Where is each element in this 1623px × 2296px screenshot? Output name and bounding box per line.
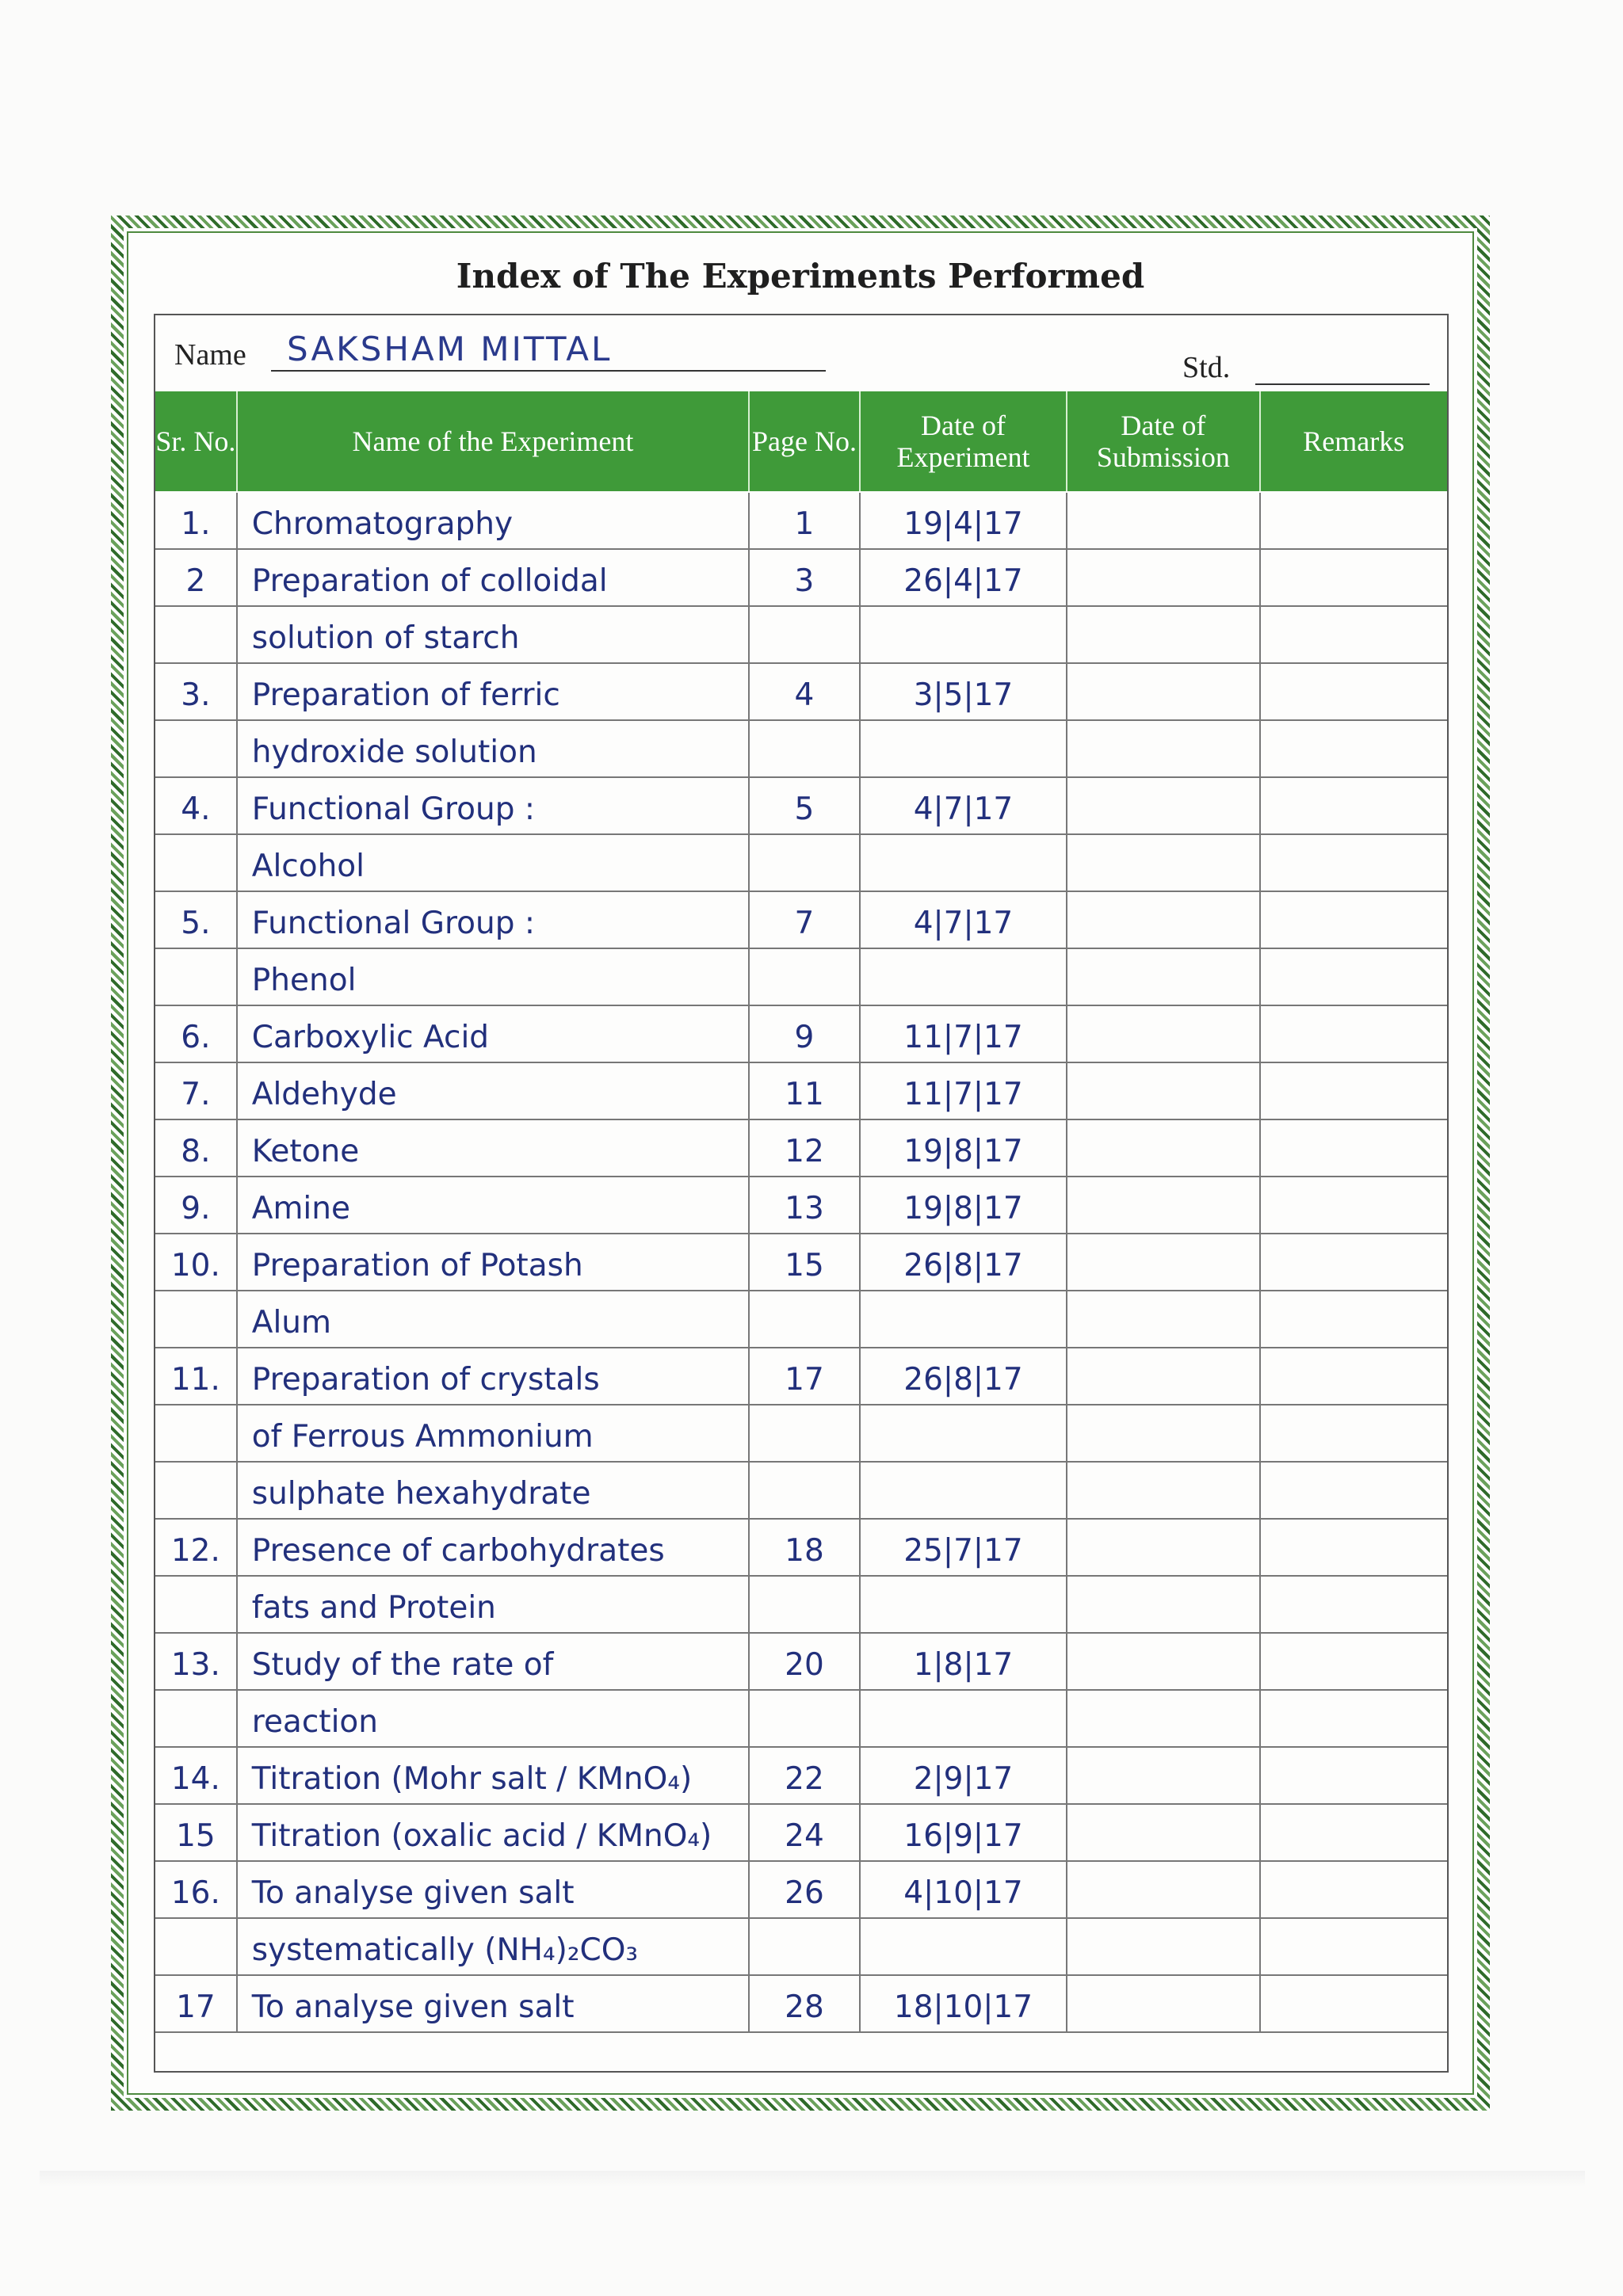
remarks (1261, 1006, 1447, 1062)
date-of-submission (1067, 949, 1260, 1005)
experiment-name: Functional Group : (238, 892, 750, 948)
remarks (1261, 949, 1447, 1005)
sr-number (155, 1463, 238, 1518)
date-of-experiment: 26|4|17 (861, 550, 1067, 605)
sr-number: 13. (155, 1634, 238, 1689)
experiment-name: Titration (Mohr salt / KMnO₄) (238, 1748, 750, 1803)
date-of-submission (1067, 1120, 1260, 1176)
sr-number: 11. (155, 1348, 238, 1404)
date-of-submission (1067, 1234, 1260, 1290)
date-of-submission (1067, 664, 1260, 719)
date-of-submission (1067, 1634, 1260, 1689)
header-page-no: Page No. (750, 391, 861, 491)
date-of-experiment (861, 1919, 1067, 1974)
remarks (1261, 1805, 1447, 1860)
remarks (1261, 1634, 1447, 1689)
page-number (750, 1463, 861, 1518)
table-row (155, 1862, 1447, 1919)
table-row (155, 1006, 1447, 1063)
sr-number (155, 949, 238, 1005)
experiment-name: Amine (238, 1177, 750, 1233)
page-number: 4 (750, 664, 861, 719)
experiment-name: Alcohol (238, 835, 750, 891)
remarks (1261, 892, 1447, 948)
table-row (155, 664, 1447, 721)
remarks (1261, 1691, 1447, 1746)
experiment-name: Alum (238, 1291, 750, 1347)
remarks (1261, 1120, 1447, 1176)
sr-number: 6. (155, 1006, 238, 1062)
date-of-experiment: 4|7|17 (861, 892, 1067, 948)
page-number: 20 (750, 1634, 861, 1689)
experiment-name: Preparation of Potash (238, 1234, 750, 1290)
page-number: 24 (750, 1805, 861, 1860)
page-number: 18 (750, 1520, 861, 1575)
remarks (1261, 1577, 1447, 1632)
table-row (155, 778, 1447, 835)
experiment-name: reaction (238, 1691, 750, 1746)
page-number: 22 (750, 1748, 861, 1803)
sr-number: 10. (155, 1234, 238, 1290)
experiment-name: Titration (oxalic acid / KMnO₄) (238, 1805, 750, 1860)
date-of-experiment: 18|10|17 (861, 1976, 1067, 2031)
table-row (155, 1348, 1447, 1405)
page-number (750, 1291, 861, 1347)
remarks (1261, 1348, 1447, 1404)
page-number: 12 (750, 1120, 861, 1176)
date-of-submission (1067, 1919, 1260, 1974)
experiment-name: Preparation of colloidal (238, 550, 750, 605)
sr-number (155, 1405, 238, 1461)
header-experiment-name: Name of the Experiment (238, 391, 750, 491)
date-of-experiment: 11|7|17 (861, 1063, 1067, 1119)
page-number (750, 1405, 861, 1461)
remarks (1261, 550, 1447, 605)
remarks (1261, 1520, 1447, 1575)
date-of-submission (1067, 1520, 1260, 1575)
date-of-experiment: 2|9|17 (861, 1748, 1067, 1803)
page-number: 1 (750, 493, 861, 548)
date-of-submission (1067, 550, 1260, 605)
experiment-name: sulphate hexahydrate (238, 1463, 750, 1518)
sr-number: 7. (155, 1063, 238, 1119)
decorative-border-frame (111, 215, 1490, 2111)
experiment-name: Preparation of ferric (238, 664, 750, 719)
sr-number: 16. (155, 1862, 238, 1917)
table-row (155, 1691, 1447, 1748)
table-row (155, 1520, 1447, 1577)
experiment-name: Phenol (238, 949, 750, 1005)
date-of-submission (1067, 721, 1260, 776)
experiment-name: systematically (NH₄)₂CO₃ (238, 1919, 750, 1974)
sr-number (155, 1691, 238, 1746)
table-row (155, 1634, 1447, 1691)
remarks (1261, 1177, 1447, 1233)
experiment-name: Carboxylic Acid (238, 1006, 750, 1062)
table-row (155, 1177, 1447, 1234)
table-row (155, 1577, 1447, 1634)
table-row (155, 1120, 1447, 1177)
date-of-submission (1067, 1463, 1260, 1518)
table-row (155, 1805, 1447, 1862)
page-number (750, 949, 861, 1005)
remarks (1261, 1919, 1447, 1974)
date-of-experiment: 19|8|17 (861, 1120, 1067, 1176)
experiment-name: To analyse given salt (238, 1862, 750, 1917)
table-row (155, 493, 1447, 550)
std-blank-line (1255, 383, 1430, 385)
page-number: 17 (750, 1348, 861, 1404)
experiment-name: Aldehyde (238, 1063, 750, 1119)
remarks (1261, 1234, 1447, 1290)
remarks (1261, 1291, 1447, 1347)
header-date-experiment: Date of Experiment (861, 391, 1067, 491)
date-of-experiment (861, 1405, 1067, 1461)
table-header (155, 391, 1447, 491)
page-number (750, 835, 861, 891)
date-of-submission (1067, 892, 1260, 948)
sr-number (155, 1919, 238, 1974)
date-of-submission (1067, 1748, 1260, 1803)
page-number (750, 1919, 861, 1974)
remarks (1261, 493, 1447, 548)
name-row (155, 315, 1447, 398)
remarks (1261, 778, 1447, 833)
sr-number: 4. (155, 778, 238, 833)
sr-number (155, 1577, 238, 1632)
date-of-experiment: 1|8|17 (861, 1634, 1067, 1689)
date-of-experiment (861, 1691, 1067, 1746)
date-of-experiment: 25|7|17 (861, 1520, 1067, 1575)
table-row (155, 1291, 1447, 1348)
date-of-experiment: 11|7|17 (861, 1006, 1067, 1062)
date-of-submission (1067, 1862, 1260, 1917)
date-of-experiment: 19|8|17 (861, 1177, 1067, 1233)
sr-number (155, 721, 238, 776)
date-of-experiment (861, 721, 1067, 776)
experiment-name: fats and Protein (238, 1577, 750, 1632)
date-of-submission (1067, 1805, 1260, 1860)
experiment-name: hydroxide solution (238, 721, 750, 776)
date-of-submission (1067, 1006, 1260, 1062)
date-of-submission (1067, 1691, 1260, 1746)
page-number: 15 (750, 1234, 861, 1290)
remarks (1261, 1063, 1447, 1119)
table-row (155, 1976, 1447, 2033)
page-number (750, 1691, 861, 1746)
date-of-submission (1067, 607, 1260, 662)
sr-number: 17 (155, 1976, 238, 2031)
date-of-experiment: 4|10|17 (861, 1862, 1067, 1917)
experiment-name: Preparation of crystals (238, 1348, 750, 1404)
name-label: Name (174, 338, 246, 372)
index-table (154, 314, 1449, 2073)
date-of-submission (1067, 1405, 1260, 1461)
experiment-name: Presence of carbohydrates (238, 1520, 750, 1575)
table-row (155, 1919, 1447, 1976)
date-of-submission (1067, 835, 1260, 891)
sr-number: 12. (155, 1520, 238, 1575)
table-row (155, 1405, 1447, 1463)
page-shadow (40, 2171, 1585, 2187)
sr-number (155, 607, 238, 662)
date-of-experiment: 4|7|17 (861, 778, 1067, 833)
remarks (1261, 607, 1447, 662)
remarks (1261, 835, 1447, 891)
sr-number: 5. (155, 892, 238, 948)
page-number: 28 (750, 1976, 861, 2031)
sr-number: 3. (155, 664, 238, 719)
sr-number (155, 1291, 238, 1347)
sr-number: 2 (155, 550, 238, 605)
experiment-name: Chromatography (238, 493, 750, 548)
table-body (155, 493, 1447, 2033)
remarks (1261, 1463, 1447, 1518)
date-of-experiment: 3|5|17 (861, 664, 1067, 719)
date-of-submission (1067, 1348, 1260, 1404)
date-of-experiment (861, 835, 1067, 891)
page-number: 5 (750, 778, 861, 833)
experiment-name: of Ferrous Ammonium (238, 1405, 750, 1461)
header-remarks: Remarks (1303, 425, 1405, 457)
experiment-name: Ketone (238, 1120, 750, 1176)
date-of-experiment (861, 1291, 1067, 1347)
sr-number: 9. (155, 1177, 238, 1233)
sr-number: 8. (155, 1120, 238, 1176)
std-label: Std. (1182, 351, 1231, 384)
table-row (155, 1063, 1447, 1120)
date-of-submission (1067, 1577, 1260, 1632)
date-of-submission (1067, 1976, 1260, 2031)
page-number: 13 (750, 1177, 861, 1233)
remarks (1261, 664, 1447, 719)
remarks (1261, 1862, 1447, 1917)
date-of-submission (1067, 493, 1260, 548)
date-of-experiment: 26|8|17 (861, 1348, 1067, 1404)
student-name: SAKSHAM MITTAL (271, 330, 826, 372)
page-number: 26 (750, 1862, 861, 1917)
table-row (155, 607, 1447, 664)
experiment-name: Study of the rate of (238, 1634, 750, 1689)
date-of-experiment (861, 607, 1067, 662)
experiment-name: To analyse given salt (238, 1976, 750, 2031)
date-of-submission (1067, 1063, 1260, 1119)
table-row (155, 721, 1447, 778)
remarks (1261, 1405, 1447, 1461)
date-of-experiment (861, 1577, 1067, 1632)
table-row (155, 550, 1447, 607)
experiment-name: Functional Group : (238, 778, 750, 833)
remarks (1261, 721, 1447, 776)
date-of-submission (1067, 1291, 1260, 1347)
experiment-name: solution of starch (238, 607, 750, 662)
date-of-experiment (861, 1463, 1067, 1518)
date-of-submission (1067, 778, 1260, 833)
table-row (155, 949, 1447, 1006)
date-of-experiment: 26|8|17 (861, 1234, 1067, 1290)
page-number: 11 (750, 1063, 861, 1119)
remarks (1261, 1976, 1447, 2031)
page-number: 7 (750, 892, 861, 948)
sr-number: 1. (155, 493, 238, 548)
table-row (155, 1748, 1447, 1805)
table-row (155, 892, 1447, 949)
header-sr-no: Sr. No. (155, 391, 238, 491)
table-row (155, 1463, 1447, 1520)
header-date-submission: Date of Submission (1067, 391, 1260, 491)
remarks (1261, 1748, 1447, 1803)
sr-number: 14. (155, 1748, 238, 1803)
page-number (750, 721, 861, 776)
page-number: 9 (750, 1006, 861, 1062)
date-of-submission (1067, 1177, 1260, 1233)
date-of-experiment: 16|9|17 (861, 1805, 1067, 1860)
page-number (750, 1577, 861, 1632)
page-title: Index of The Experiments Performed (456, 257, 1145, 296)
page-number (750, 607, 861, 662)
table-row (155, 1234, 1447, 1291)
date-of-experiment (861, 949, 1067, 1005)
table-row (155, 835, 1447, 892)
sr-number (155, 835, 238, 891)
sr-number: 15 (155, 1805, 238, 1860)
date-of-experiment: 19|4|17 (861, 493, 1067, 548)
page-number: 3 (750, 550, 861, 605)
